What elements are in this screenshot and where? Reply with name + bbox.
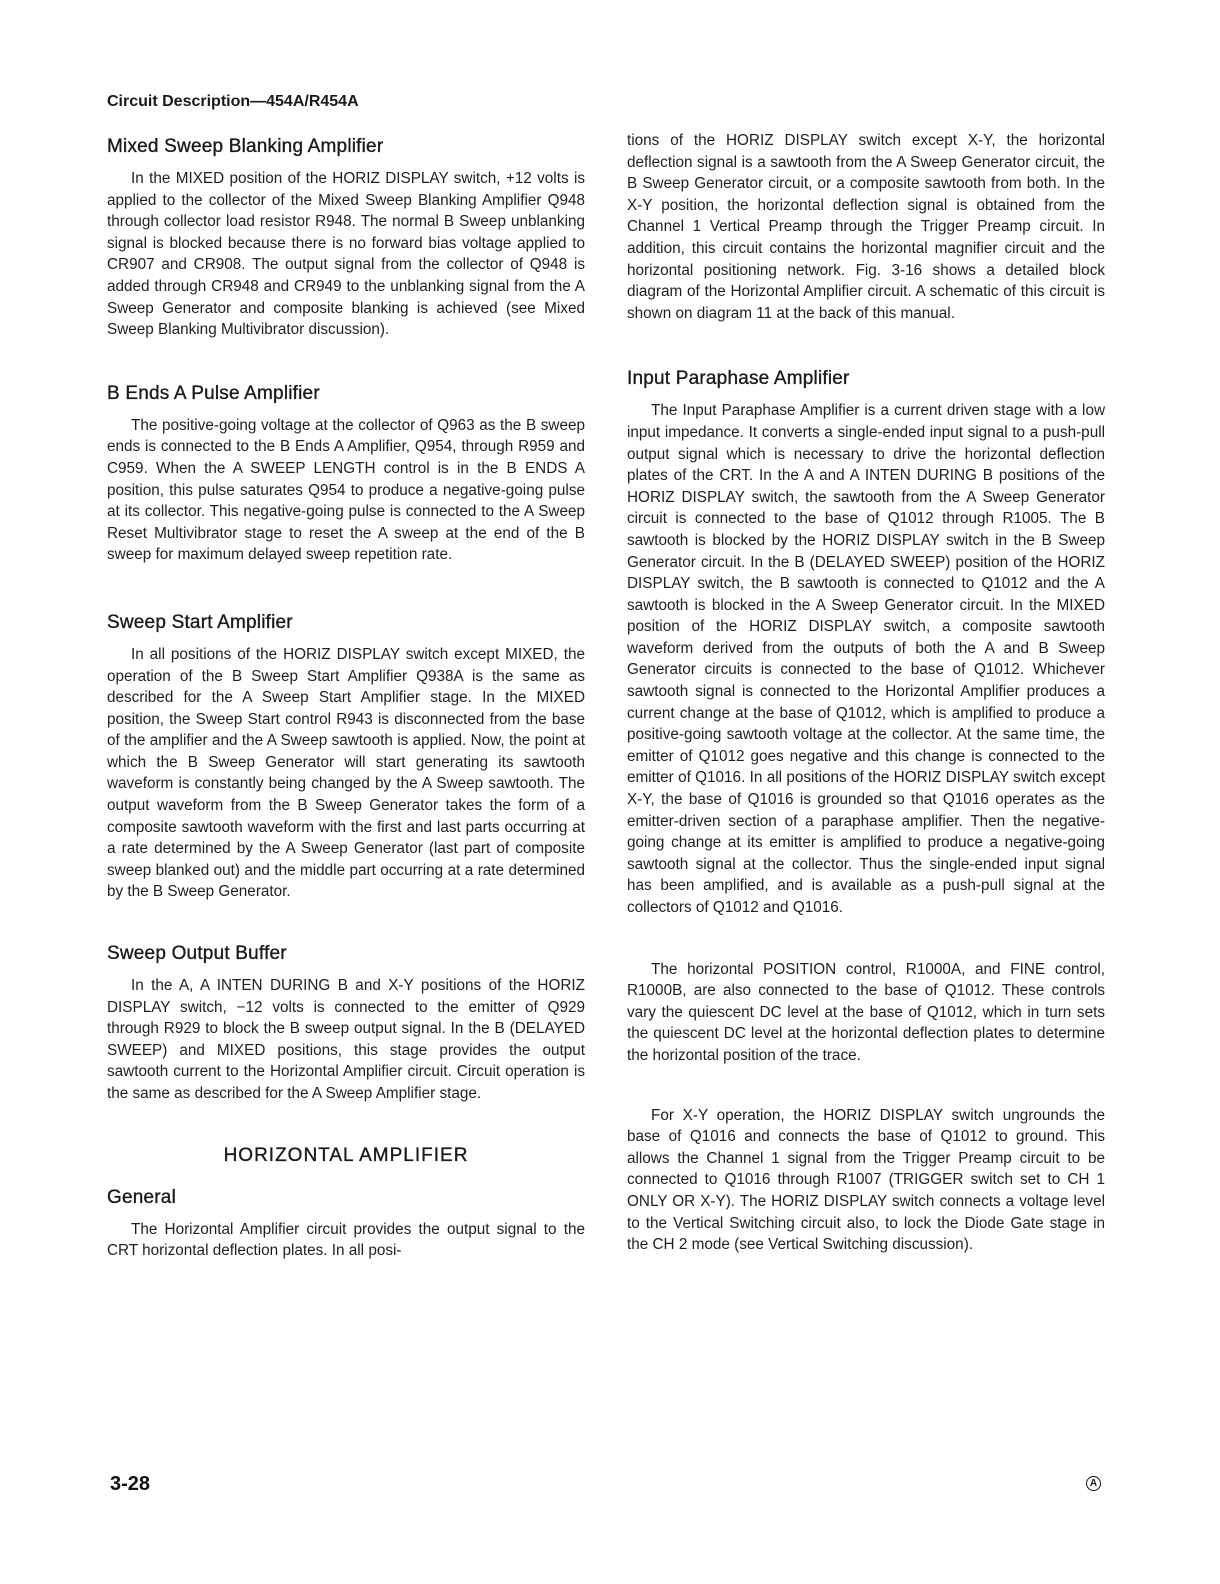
para-sweep-output-buffer: In the A, A INTEN DURING B and X-Y positions of the HORIZ DISPLAY switch, −12 volts is connected to the emitter of Q929 through R929 to block the B sweep output signal. In the B (DELAYED SWEEP) and MIXED positions, this stage provides the output sawtooth current to the Horizontal Amplifier circuit. Circuit operation is the same as described for the A Sweep Amplifier stage. xyxy=(107,977,585,1102)
right-column xyxy=(627,130,1105,1256)
para-b-ends-a: The positive-going voltage at the collector of Q963 as the B sweep ends is connected to the B Ends A Amplifier, Q954, through R959 and C959. When the A SWEEP LENGTH control is in the B ENDS A position, this pulse saturates Q954 to produce a negative-going pulse at its collector. This negative-going pulse is connected to the A Sweep Reset Multivibrator stage to reset the A sweep at the end of the B sweep for maximum delayed sweep repetition rate. xyxy=(107,416,585,564)
heading-general: General xyxy=(107,1186,176,1208)
revision-mark: A xyxy=(1086,1476,1101,1491)
para-position-control: The horizontal POSITION control, R1000A, and FINE control, R1000B, are also connected to the base of Q1012. These controls vary the quiescent DC level at the base of Q1012, which in turn sets the quiescent DC level at the horizontal deflection plates to determine the horizontal position of the trace. xyxy=(627,960,1105,1064)
heading-horizontal-amplifier: HORIZONTAL AMPLIFIER xyxy=(223,1144,469,1166)
para-general: The Horizontal Amplifier circuit provides the output signal to the CRT horizontal deflection plates. In all posi- xyxy=(107,1220,585,1260)
para-general-continued: tions of the HORIZ DISPLAY switch except X-Y, the horizontal deflection signal is a sawtooth from the A Sweep Generator circuit, the B Sweep Generator circuit, or a composite sawtooth from both. In the X-Y position, the horizontal deflection signal is obtained from the Channel 1 Vertical Preamp through the Trigger Preamp circuit. In addition, this circuit contains the horizontal magnifier circuit and the horizontal positioning network. Fig. 3-16 shows a detailed block diagram of the Horizontal Amplifier circuit. A schematic of this circuit is shown on diagram 11 at the back of this manual. xyxy=(627,132,1105,322)
para-xy-operation: For X-Y operation, the HORIZ DISPLAY switch ungrounds the base of Q1016 and connects the base of Q1012 to ground. This allows the Channel 1 signal from the Trigger Preamp circuit to be connected to Q1016 through R1007 (TRIGGER switch set to CH 1 ONLY OR X-Y). The HORIZ DISPLAY switch connects a voltage level to the Vertical Switching circuit also, to lock the Diode Gate stage in the CH 2 mode (see Vertical Switching discussion). xyxy=(627,1106,1105,1254)
page-number: 3-28 xyxy=(110,1473,151,1495)
running-header: Circuit Description—454A/R454A xyxy=(107,93,359,110)
heading-sweep-start: Sweep Start Amplifier xyxy=(107,611,293,633)
para-input-paraphase: The Input Paraphase Amplifier is a current driven stage with a low input impedance. It converts a single-ended input signal to a push-pull output signal which is necessary to drive the horizontal deflection plates of the CRT. In the A and A INTEN DURING B positions of the HORIZ DISPLAY switch, the sawtooth from the A Sweep Generator circuit is connected to the base of Q1012 through R1005. The B sawtooth is blocked by the HORIZ DISPLAY switch in the B Sweep Generator circuit. In the B (DELAYED SWEEP) position of the HORIZ DISPLAY switch, the B sawtooth is connected to Q1012 and the A sawtooth is blocked in the A Sweep Generator circuit. In the MIXED position of the HORIZ DISPLAY switch, a composite sawtooth waveform derived from the outputs of both the A and B Sweep Generator circuits is connected to the base of Q1012. Whichever sawtooth signal is connected to the Horizontal Amplifier produces a current change at the base of Q1012, which is amplified to produce a positive-going sawtooth voltage at the collector. At the same time, the emitter of Q1012 goes negative and this change is connected to the emitter of Q1016. In all positions of the HORIZ DISPLAY switch except X-Y, the base of Q1016 is grounded so that Q1016 operates as the emitter-driven section of a paraphase amplifier. Then the negative-going change at its emitter is amplified to produce a negative-going sawtooth signal at the collector. Thus the single-ended input signal has been amplified, and is available as a push-pull signal at the collectors of Q1012 and Q1016. xyxy=(627,402,1105,916)
para-sweep-start: In all positions of the HORIZ DISPLAY switch except MIXED, the operation of the B Sweep Start Amplifier Q938A is the same as described for the A Sweep Start Amplifier stage. In the MIXED position, the Sweep Start control R943 is disconnected from the base of the amplifier and the A Sweep sawtooth is applied. Now, the point at which the B Sweep Generator will start generating its sawtooth waveform is constantly being changed by the A Sweep sawtooth. The output waveform from the B Sweep Generator takes the form of a composite sawtooth waveform with the first and last parts occurring at a rate determined by the A Sweep Generator (last part of composite sweep blanked out) and the middle part occurring at a rate determined by the B Sweep Generator. xyxy=(107,645,585,901)
left-column xyxy=(107,130,585,1262)
heading-input-paraphase: Input Paraphase Amplifier xyxy=(627,368,850,390)
para-mixed-sweep-blanking: In the MIXED position of the HORIZ DISPLAY switch, +12 volts is applied to the collector of the Mixed Sweep Blanking Amplifier Q948 through collector load resistor R948. The normal B Sweep unblanking signal is blocked because there is no forward bias voltage applied to CR907 and CR908. The output signal from the collector of Q948 is added through CR948 and CR949 to the unblanking signal from the A Sweep Generator and composite blanking is achieved (see Mixed Sweep Blanking Multivibrator discussion). xyxy=(107,170,585,339)
heading-sweep-output-buffer: Sweep Output Buffer xyxy=(107,943,287,965)
heading-b-ends-a: B Ends A Pulse Amplifier xyxy=(107,382,320,404)
heading-mixed-sweep-blanking: Mixed Sweep Blanking Amplifier xyxy=(107,136,384,157)
